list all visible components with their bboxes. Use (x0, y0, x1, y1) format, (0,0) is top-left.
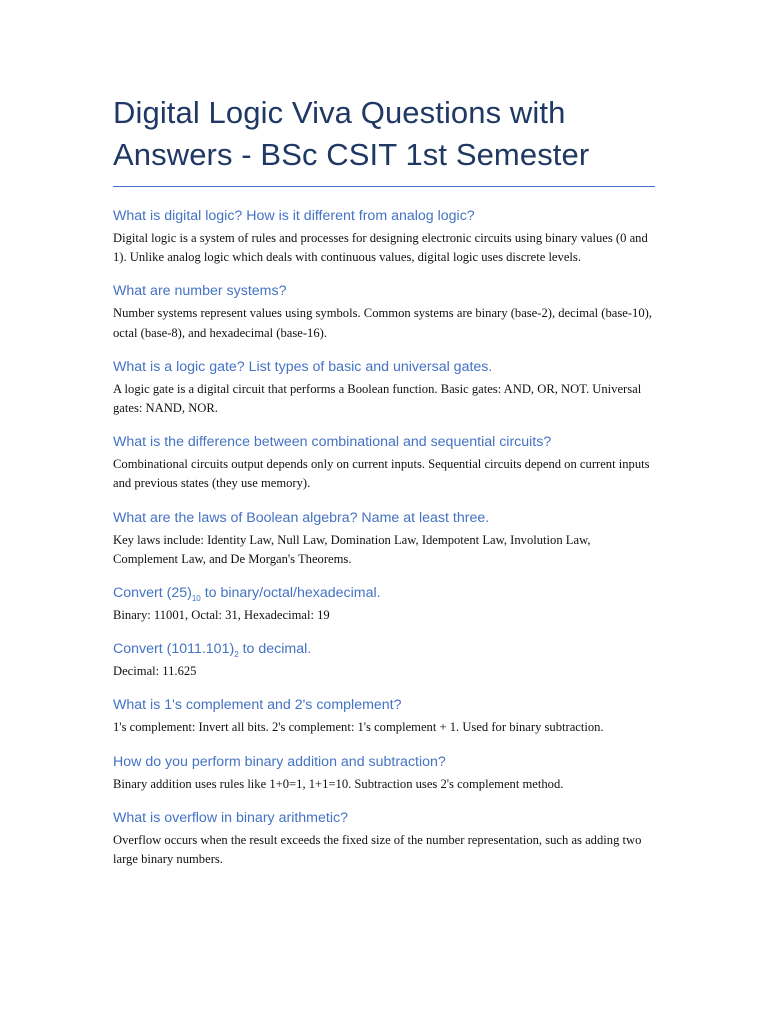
qa-item-5 (113, 508, 655, 569)
question-suffix: to binary/octal/hexadecimal. (200, 585, 381, 602)
document-title-line-1: Digital Logic Viva Questions with (113, 95, 566, 130)
answer-text: Overflow occurs when the result exceeds the fixed size of the number representation, such as adding two large binary numbers. (113, 832, 642, 867)
question-prefix: Convert (1011.101) (113, 641, 235, 658)
answer-text: Combinational circuits output depends only on current inputs. Sequential circuits depend on current inputs and previous states (they use memory). (113, 457, 650, 491)
answer-text: Number systems represent values using symbols. Common systems are binary (base-2), decimal (base-10), octal (base-8), and hexadecimal (base-16). (113, 306, 652, 340)
document-title (113, 92, 655, 176)
base-subscript: 2 (234, 650, 239, 660)
question-heading (113, 583, 655, 603)
qa-item-3 (113, 357, 655, 418)
answer-text: A logic gate is a digital circuit that performs a Boolean function. Basic gates: AND, OR, NOT. Universal gates: NAND, NOR. (113, 381, 642, 416)
question-prefix: Convert (25) (113, 585, 192, 602)
document-title-line-2: Answers - BSc CSIT 1st Semester (113, 137, 590, 172)
answer-text: Decimal: 11.625 (113, 664, 197, 679)
document-page (113, 92, 655, 869)
qa-item-1 (113, 206, 655, 267)
qa-item-2 (113, 281, 655, 342)
question-heading: What is digital logic? How is it different from analog logic? (113, 208, 475, 224)
qa-item-9 (113, 752, 655, 794)
answer-text: 1's complement: Invert all bits. 2's complement: 1's complement + 1. Used for binary subtraction. (113, 720, 604, 735)
base-subscript: 10 (191, 593, 201, 603)
answer-text: Binary addition uses rules like 1+0=1, 1+1=10. Subtraction uses 2's complement method. (113, 776, 564, 791)
qa-item-6 (113, 583, 655, 625)
question-heading: What are the laws of Boolean algebra? Name at least three. (113, 509, 490, 526)
qa-item-4 (113, 432, 655, 493)
question-suffix: to decimal. (238, 641, 312, 658)
answer-text: Digital logic is a system of rules and processes for designing electronic circuits using binary values (0 and 1). Unlike analog logic which deals with continuous values, digital logic uses discrete levels. (113, 231, 648, 265)
question-heading: What is a logic gate? List types of basic and universal gates. (113, 358, 493, 375)
qa-item-10 (113, 808, 655, 869)
question-heading: What is 1's complement and 2's complement? (113, 697, 402, 714)
answer-text: Key laws include: Identity Law, Null Law, Domination Law, Idempotent Law, Involution Law, Complement Law, and De Morgan's Theorems. (113, 532, 591, 566)
qa-item-8 (113, 695, 655, 737)
answer-text: Binary: 11001, Octal: 31, Hexadecimal: 19 (113, 608, 330, 623)
question-heading (113, 639, 655, 659)
question-heading: What are number systems? (113, 283, 287, 300)
question-heading: What is the difference between combinational and sequential circuits? (113, 434, 552, 451)
question-heading: What is overflow in binary arithmetic? (113, 809, 348, 826)
title-underline (113, 186, 655, 187)
qa-item-7 (113, 639, 655, 681)
question-heading: How do you perform binary addition and subtraction? (113, 753, 446, 770)
